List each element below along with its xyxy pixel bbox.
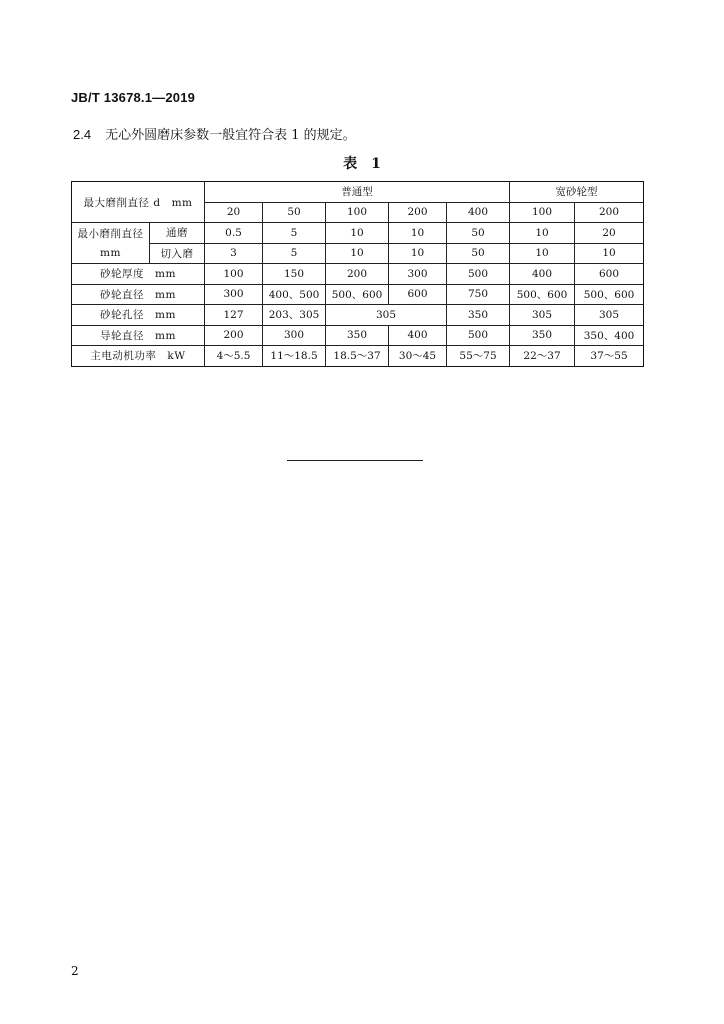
value-cell: 203、305 [263, 305, 326, 326]
table-row [72, 223, 644, 244]
value-cell: 4～5.5 [205, 346, 263, 367]
value-cell: 200 [205, 325, 263, 346]
table-row [72, 325, 644, 346]
value-cell: 150 [263, 264, 326, 285]
group-normal-header: 普通型 [205, 182, 510, 203]
value-cell: 350 [510, 325, 575, 346]
value-cell: 200 [326, 264, 389, 285]
param-header-cell: 最大磨削直径 d mm [72, 182, 205, 223]
through-label: 通磨 [150, 223, 205, 244]
page-number: 2 [71, 964, 79, 978]
value-cell: 600 [389, 284, 447, 305]
table-title: 表 1 [343, 156, 381, 172]
value-cell: 10 [326, 223, 389, 244]
diameter-cell: 400 [447, 202, 510, 223]
group-wide-header: 宽砂轮型 [510, 182, 644, 203]
wheel-width-label: 砂轮厚度 mm [72, 264, 205, 285]
diameter-cell: 100 [326, 202, 389, 223]
value-cell: 350 [447, 305, 510, 326]
value-cell: 10 [389, 223, 447, 244]
value-cell: 22～37 [510, 346, 575, 367]
value-cell: 20 [575, 223, 644, 244]
value-cell: 400 [510, 264, 575, 285]
table-row [72, 305, 644, 326]
value-cell: 500、600 [510, 284, 575, 305]
table-row [72, 264, 644, 285]
table-row [72, 284, 644, 305]
clause-paragraph [73, 124, 356, 143]
value-cell: 50 [447, 243, 510, 264]
value-cell: 500、600 [575, 284, 644, 305]
table-row [72, 182, 644, 203]
value-cell: 10 [575, 243, 644, 264]
wheel-dia-label: 砂轮直径 mm [72, 284, 205, 305]
plunge-label: 切入磨 [150, 243, 205, 264]
min-dia-label: 最小磨削直径 [72, 223, 150, 244]
value-cell: 400、500 [263, 284, 326, 305]
clause-text: 无心外圆磨床参数一般宜符合表 1 的规定。 [105, 128, 356, 143]
diameter-cell: 100 [510, 202, 575, 223]
value-cell: 750 [447, 284, 510, 305]
diameter-cell: 50 [263, 202, 326, 223]
value-cell: 600 [575, 264, 644, 285]
value-cell: 10 [510, 243, 575, 264]
value-cell: 300 [263, 325, 326, 346]
standard-code: JB/T 13678.1—2019 [71, 90, 196, 105]
value-cell: 400 [389, 325, 447, 346]
value-cell: 100 [205, 264, 263, 285]
value-cell: 350 [326, 325, 389, 346]
value-cell: 500 [447, 325, 510, 346]
table-row [72, 346, 644, 367]
parameter-table [71, 181, 644, 367]
value-cell: 3 [205, 243, 263, 264]
value-cell: 350、400 [575, 325, 644, 346]
value-cell: 305 [510, 305, 575, 326]
table-row [72, 243, 644, 264]
value-cell: 18.5～37 [326, 346, 389, 367]
value-cell: 30～45 [389, 346, 447, 367]
value-cell: 50 [447, 223, 510, 244]
value-cell: 305 [575, 305, 644, 326]
value-cell: 500、600 [326, 284, 389, 305]
value-cell: 5 [263, 243, 326, 264]
value-cell: 11～18.5 [263, 346, 326, 367]
value-cell: 10 [326, 243, 389, 264]
value-cell: 10 [510, 223, 575, 244]
value-cell: 5 [263, 223, 326, 244]
value-cell: 10 [389, 243, 447, 264]
value-cell: 305 [326, 305, 447, 326]
value-cell: 55～75 [447, 346, 510, 367]
value-cell: 500 [447, 264, 510, 285]
value-cell: 127 [205, 305, 263, 326]
motor-power-label: 主电动机功率 kW [72, 346, 205, 367]
value-cell: 300 [389, 264, 447, 285]
diameter-cell: 200 [575, 202, 644, 223]
diameter-cell: 200 [389, 202, 447, 223]
value-cell: 300 [205, 284, 263, 305]
wheel-bore-label: 砂轮孔径 mm [72, 305, 205, 326]
guide-dia-label: 导轮直径 mm [72, 325, 205, 346]
value-cell: 37～55 [575, 346, 644, 367]
clause-number: 2.4 [73, 127, 92, 142]
diameter-cell: 20 [205, 202, 263, 223]
value-cell: 0.5 [205, 223, 263, 244]
end-of-document-rule [287, 460, 423, 461]
min-dia-unit: mm [72, 243, 150, 264]
